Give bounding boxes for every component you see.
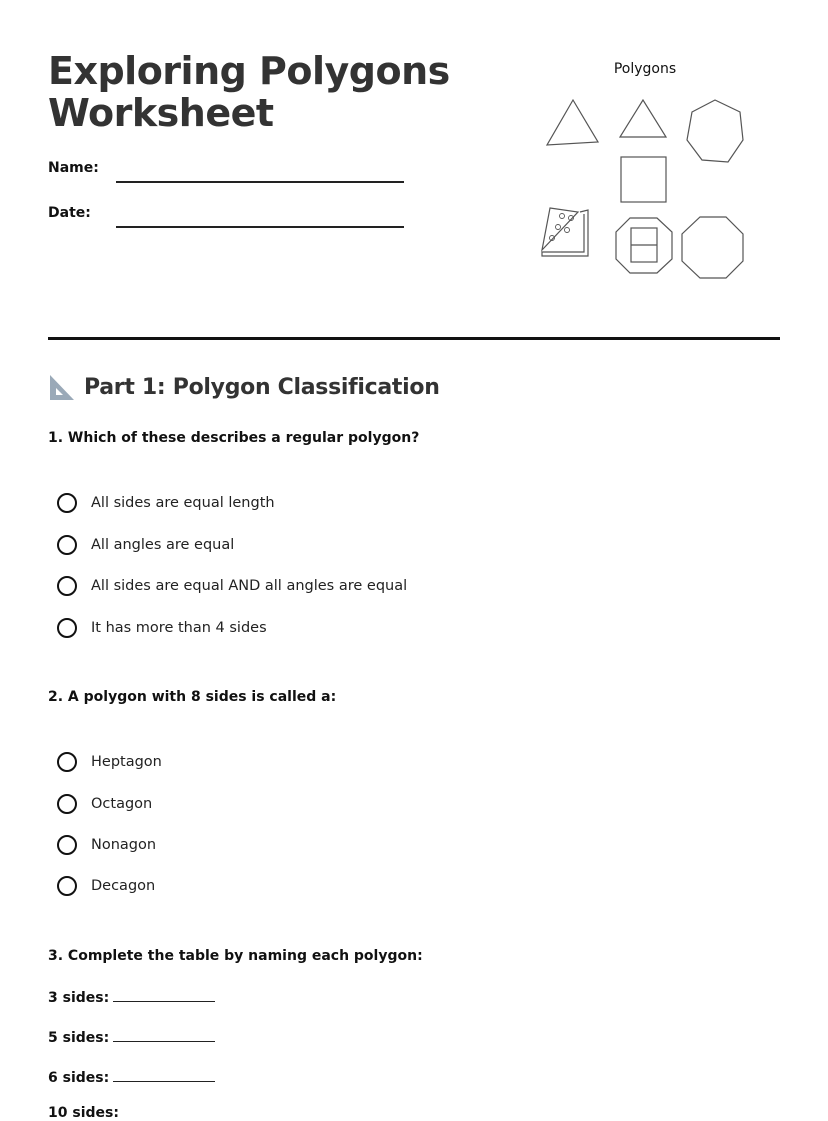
option-label: Nonagon <box>91 837 157 853</box>
radio-button[interactable] <box>57 876 77 896</box>
table-row <box>48 987 215 1006</box>
q1-option-2[interactable] <box>57 532 234 558</box>
radio-button[interactable] <box>57 752 77 772</box>
radio-button[interactable] <box>57 535 77 555</box>
octagon-grid-shape <box>616 218 672 273</box>
q1-option-3[interactable] <box>57 573 407 599</box>
polygons-figure <box>530 90 755 285</box>
octagon-shape <box>682 217 743 278</box>
triangle-shape-1 <box>547 100 598 145</box>
option-label: All angles are equal <box>91 537 235 553</box>
q1-option-1[interactable] <box>57 490 275 516</box>
q2-option-4[interactable] <box>57 873 155 899</box>
radio-button[interactable] <box>57 835 77 855</box>
table-row <box>48 1067 215 1086</box>
question-2-text: 2. A polygon with 8 sides is called a: <box>48 689 337 705</box>
row-label: 3 sides: <box>48 990 110 1006</box>
question-3-text: 3. Complete the table by naming each polygon: <box>48 948 423 964</box>
worksheet-title: Exploring Polygons Worksheet <box>48 49 450 135</box>
row-label: 6 sides: <box>48 1070 110 1086</box>
q1-option-4[interactable] <box>57 615 267 641</box>
section-divider <box>48 337 780 340</box>
table-row <box>48 1027 215 1046</box>
date-field[interactable] <box>116 226 404 228</box>
q2-option-2[interactable] <box>57 791 152 817</box>
part1-heading-text: Part 1: Polygon Classification <box>84 374 440 400</box>
radio-button[interactable] <box>57 618 77 638</box>
option-label: Decagon <box>91 878 156 894</box>
heptagon-shape <box>687 100 743 162</box>
pizza-slice-ruler-shape <box>542 208 588 256</box>
square-shape <box>621 157 666 202</box>
answer-blank[interactable] <box>113 987 215 1002</box>
row-label: 5 sides: <box>48 1030 110 1046</box>
set-square-icon <box>48 372 76 402</box>
answer-blank[interactable] <box>113 1067 215 1082</box>
figure-caption: Polygons <box>613 61 677 77</box>
option-label: Octagon <box>91 796 153 812</box>
part1-heading <box>48 372 440 402</box>
option-label: Heptagon <box>91 754 162 770</box>
row-label: 10 sides: <box>48 1105 119 1121</box>
name-label: Name: <box>48 160 99 176</box>
radio-button[interactable] <box>57 794 77 814</box>
radio-button[interactable] <box>57 493 77 513</box>
triangle-shape-2 <box>620 100 666 137</box>
q2-option-1[interactable] <box>57 749 162 775</box>
option-label: All sides are equal length <box>91 495 275 511</box>
answer-blank[interactable] <box>113 1027 215 1042</box>
option-label: All sides are equal AND all angles are equal <box>91 578 408 594</box>
name-field[interactable] <box>116 181 404 183</box>
date-label: Date: <box>48 205 91 221</box>
option-label: It has more than 4 sides <box>91 620 267 636</box>
q2-option-3[interactable] <box>57 832 156 858</box>
table-row <box>48 1105 119 1121</box>
question-1-text: 1. Which of these describes a regular polygon? <box>48 430 420 446</box>
radio-button[interactable] <box>57 576 77 596</box>
